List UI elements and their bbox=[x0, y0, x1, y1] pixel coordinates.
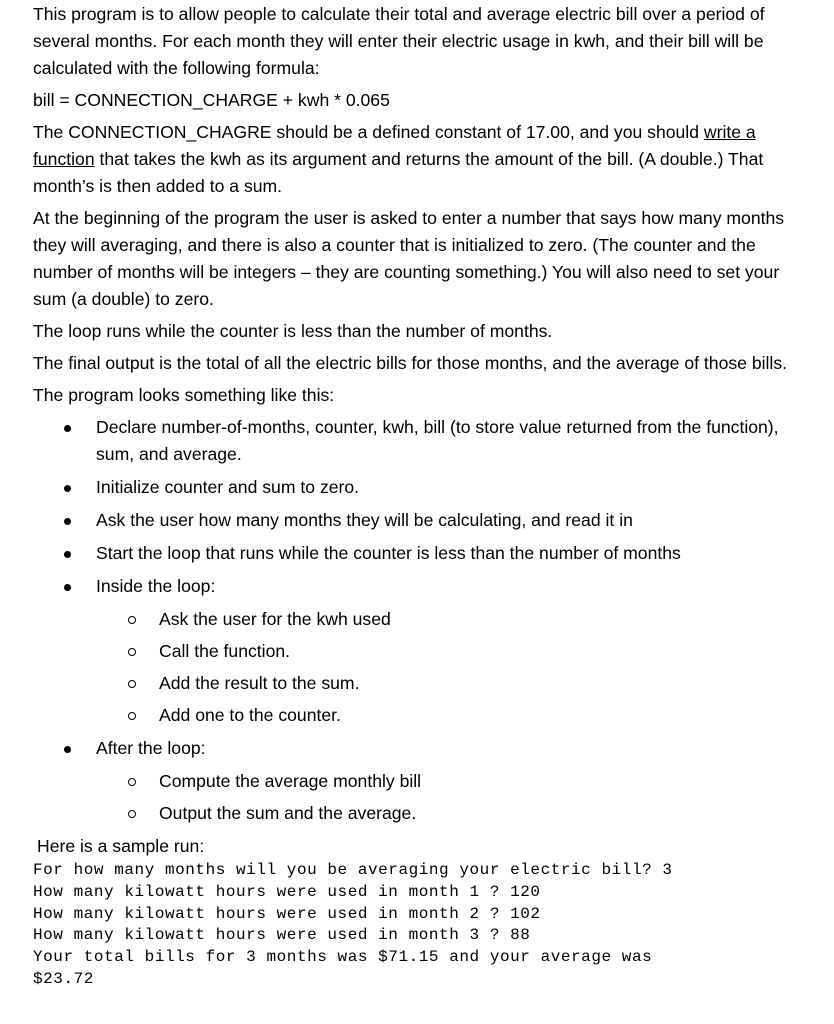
write-function-underlined: write a function bbox=[33, 122, 756, 169]
hollow-bullet-icon bbox=[128, 712, 136, 720]
sub-item-text: Add one to the counter. bbox=[159, 705, 341, 725]
step-initialize bbox=[33, 474, 803, 501]
sub-item bbox=[96, 670, 803, 697]
sub-item-text: Call the function. bbox=[159, 641, 291, 661]
step-after-loop bbox=[33, 735, 803, 827]
hollow-bullet-icon bbox=[128, 680, 136, 688]
bullet-icon bbox=[64, 425, 71, 432]
document-page bbox=[33, 0, 803, 991]
console-line: How many kilowatt hours were used in month 2 ? 102 bbox=[33, 904, 541, 923]
loop-paragraph: The loop runs while the counter is less than the number of months. bbox=[33, 321, 553, 341]
console-line: How many kilowatt hours were used in month 3 ? 88 bbox=[33, 926, 531, 945]
output-paragraph: The final output is the total of all the electric bills for those months, and the average of those bills. bbox=[33, 353, 788, 373]
formula-line: bill = CONNECTION_CHARGE + kwh * 0.065 bbox=[33, 90, 390, 110]
constant-text-after: that takes the kwh as its argument and returns the amount of the bill. (A double.) That month’s is then added to a sum. bbox=[33, 149, 764, 196]
sub-item bbox=[96, 702, 803, 729]
sub-item bbox=[96, 768, 803, 795]
console-line: Your total bills for 3 months was $71.15 and your average was bbox=[33, 948, 653, 967]
constant-paragraph bbox=[33, 119, 803, 200]
step-inside-loop bbox=[33, 573, 803, 729]
step-text: Declare number-of-months, counter, kwh, bill (to store value returned from the function), sum, and average. bbox=[96, 417, 779, 464]
sample-run-label: Here is a sample run: bbox=[37, 836, 205, 856]
sub-item-text: Add the result to the sum. bbox=[159, 673, 360, 693]
sub-item-text: Ask the user for the kwh used bbox=[159, 609, 391, 629]
sample-run-output bbox=[33, 860, 803, 991]
sub-item-text: Compute the average monthly bill bbox=[159, 771, 422, 791]
console-line: For how many months will you be averaging your electric bill? 3 bbox=[33, 861, 673, 879]
hollow-bullet-icon bbox=[128, 810, 136, 818]
step-text: Ask the user how many months they will be calculating, and read it in bbox=[96, 510, 633, 530]
step-declare bbox=[33, 414, 803, 468]
step-start-loop bbox=[33, 540, 803, 567]
step-text: After the loop: bbox=[96, 738, 206, 758]
step-text: Initialize counter and sum to zero. bbox=[96, 477, 360, 497]
beginning-paragraph: At the beginning of the program the user is asked to enter a number that says how many months they will averaging, and there is also a counter that is initialized to zero. (The counter and the number of months will be integers – they are counting something.) You will also need to set your sum (a double) to zero. bbox=[33, 208, 785, 309]
after-loop-sublist bbox=[96, 768, 803, 827]
step-text: Inside the loop: bbox=[96, 576, 216, 596]
intro-paragraph: This program is to allow people to calculate their total and average electric bill over a period of several months. For each month they will enter their electric usage in kwh, and their bill will be calculated with the following formula: bbox=[33, 4, 765, 78]
hollow-bullet-icon bbox=[128, 648, 136, 656]
hollow-bullet-icon bbox=[128, 778, 136, 786]
console-line: How many kilowatt hours were used in month 1 ? 120 bbox=[33, 882, 541, 901]
bullet-icon bbox=[64, 584, 71, 591]
inside-loop-sublist bbox=[96, 606, 803, 729]
bullet-icon bbox=[64, 485, 71, 492]
console-line: $23.72 bbox=[33, 969, 94, 988]
program-intro: The program looks something like this: bbox=[33, 385, 335, 405]
sub-item bbox=[96, 800, 803, 827]
sub-item bbox=[96, 606, 803, 633]
constant-text-before: The CONNECTION_CHAGRE should be a defined constant of 17.00, and you should bbox=[33, 122, 704, 142]
steps-list bbox=[33, 414, 803, 827]
step-ask bbox=[33, 507, 803, 534]
sub-item bbox=[96, 638, 803, 665]
hollow-bullet-icon bbox=[128, 616, 136, 624]
sub-item-text: Output the sum and the average. bbox=[159, 803, 417, 823]
bullet-icon bbox=[64, 551, 71, 558]
bullet-icon bbox=[64, 746, 71, 753]
step-text: Start the loop that runs while the counter is less than the number of months bbox=[96, 543, 681, 563]
bullet-icon bbox=[64, 518, 71, 525]
